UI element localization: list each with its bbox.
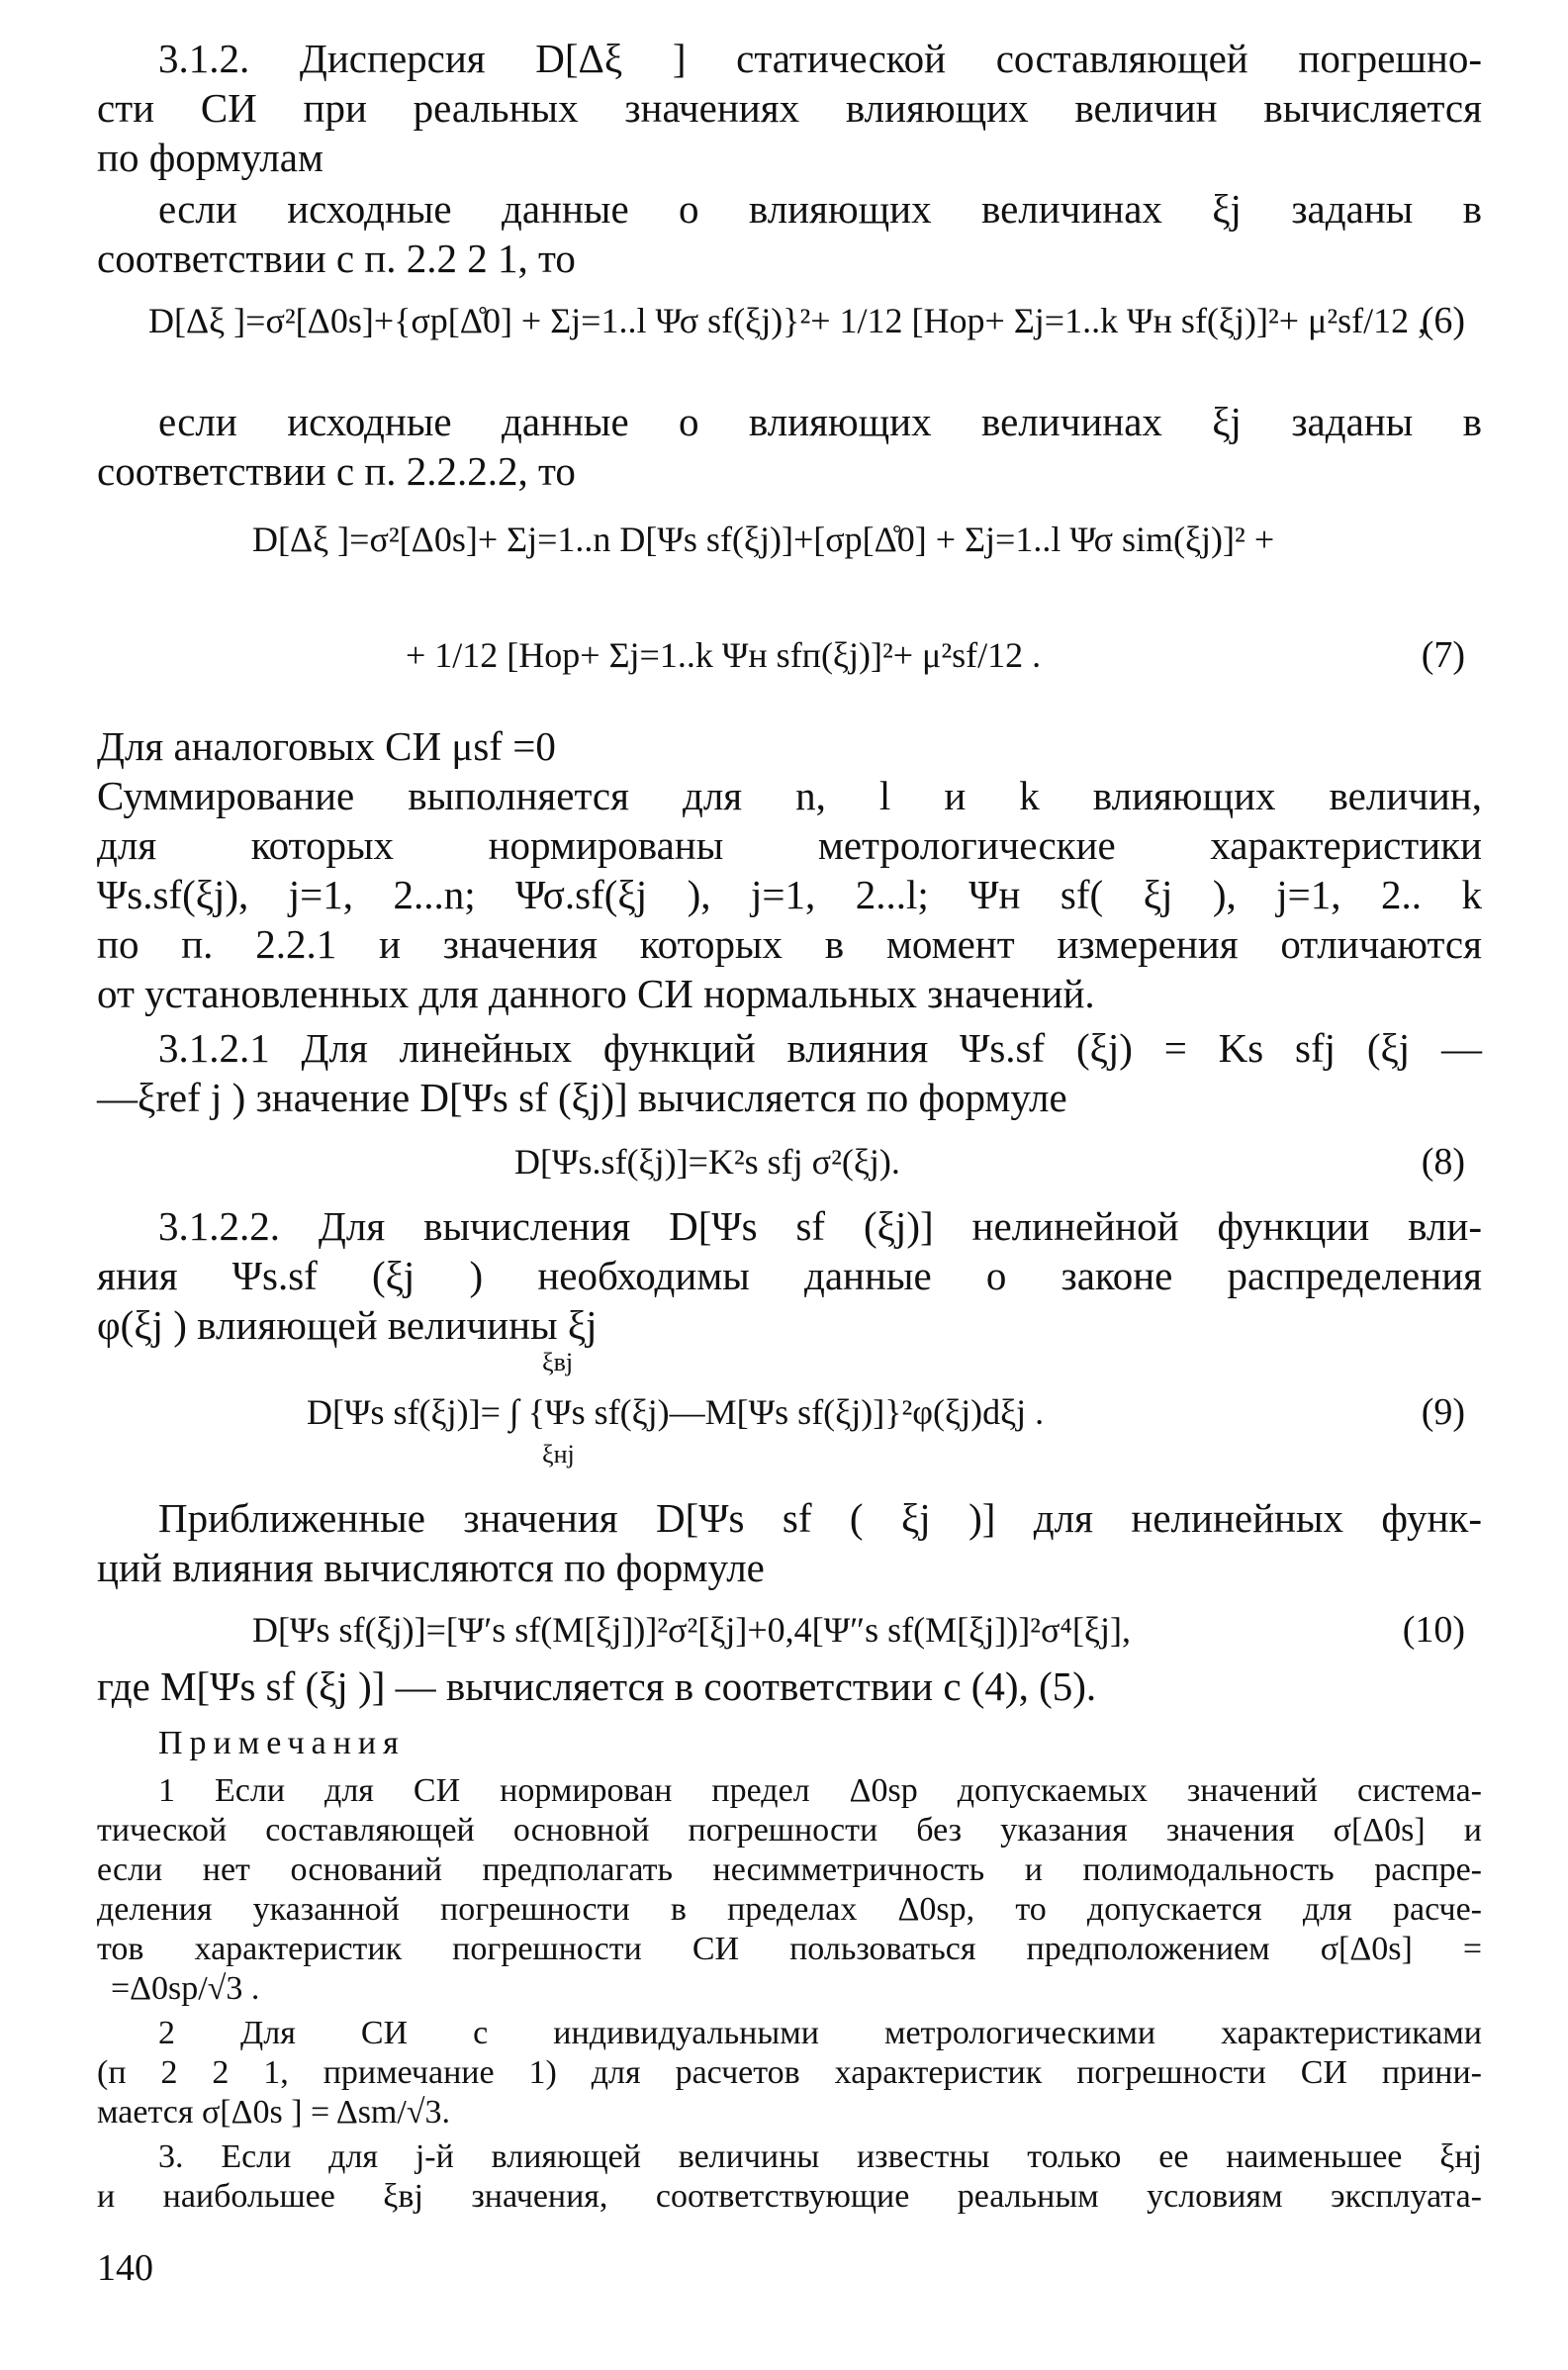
note1-line5: тов характеристик погрешности СИ пользоваться предположением σ[Δ0s] = xyxy=(97,1931,1482,1967)
para4-line1: 3.1.2.1 Для линейных функций влияния Ψs.sf (ξj) = Ks sfj (ξj — xyxy=(158,1025,1482,1071)
page-number: 140 xyxy=(97,2247,153,2289)
note1-line3: если нет оснований предполагать несимметричность и полимодальность распре- xyxy=(97,1851,1482,1888)
para2-line2: соответствии с п. 2.2.2.2, то xyxy=(97,448,576,494)
para1-line3: по формулам xyxy=(97,135,323,180)
equation-7-number: (7) xyxy=(1421,634,1465,676)
para6-line2: ций влияния вычисляются по формуле xyxy=(97,1545,765,1590)
equation-7-line1: D[Δξ ]=σ²[Δ0s]+ Σj=1..n D[Ψs sf(ξj)]+[σp[Δ̊0] + Σj=1..l Ψσ sim(ξj)]² + xyxy=(252,520,1275,559)
equation-9: D[Ψs sf(ξj)]= ∫ {Ψs sf(ξj)—M[Ψs sf(ξj)]}²φ(ξj)dξj . xyxy=(307,1392,1045,1432)
equation-9-upper-limit: ξвj xyxy=(542,1348,574,1376)
equation-10-number: (10) xyxy=(1402,1609,1465,1651)
para1-line2: сти СИ при реальных значениях влияющих величин вычисляется xyxy=(97,85,1482,131)
note3-line2: и наибольшее ξвj значения, соответствующие реальным условиям эксплуата- xyxy=(97,2178,1482,2215)
equation-10: D[Ψs sf(ξj)]=[Ψ′s sf(M[ξj])]²σ²[ξj]+0,4[Ψ″s sf(M[ξj])]²σ⁴[ξj], xyxy=(252,1610,1131,1650)
para6-line1: Приближенные значения D[Ψs sf ( ξj )] для нелинейных функ- xyxy=(158,1495,1482,1541)
equation-6-number: (6) xyxy=(1421,300,1465,341)
para3-line5: по п. 2.2.1 и значения которых в момент измерения отличаются xyxy=(97,921,1482,967)
equation-7-line2: + 1/12 [Hop+ Σj=1..k Ψн sfп(ξj)]²+ μ²sf/12 . xyxy=(406,635,1042,675)
notes-heading: Примечания xyxy=(158,1725,406,1761)
para3-line4: Ψs.sf(ξj), j=1, 2...n; Ψσ.sf(ξj ), j=1, 2...l; Ψн sf( ξj ), j=1, 2.. k xyxy=(97,872,1482,917)
note1-line2: тической составляющей основной погрешности без указания значения σ[Δ0s] и xyxy=(97,1812,1482,1849)
para5-line1: 3.1.2.2. Для вычисления D[Ψs sf (ξj)] нелинейной функции вли- xyxy=(158,1203,1482,1249)
para2-line1: если исходные данные о влияющих величинах ξj заданы в xyxy=(158,399,1482,444)
para1-line5: соответствии с п. 2.2 2 1, то xyxy=(97,236,576,281)
para1-line4: если исходные данные о влияющих величинах ξj заданы в xyxy=(158,186,1482,232)
note2-line3: мается σ[Δ0s ] = Δsm/√3. xyxy=(97,2094,450,2131)
para7-line1: где M[Ψs sf (ξj )] — вычисляется в соответствии с (4), (5). xyxy=(97,1663,1097,1709)
para3-line2: Суммирование выполняется для n, l и k влияющих величин, xyxy=(97,773,1482,818)
equation-9-lower-limit: ξнj xyxy=(542,1440,575,1469)
equation-8: D[Ψs.sf(ξj)]=K²s sfj σ²(ξj). xyxy=(514,1142,900,1182)
note1-line4: деления указанной погрешности в пределах Δ0sp, то допускается для расче- xyxy=(97,1891,1482,1928)
note2-line1: 2 Для СИ с индивидуальными метрологическими характеристиками xyxy=(158,2015,1482,2051)
note3-line1: 3. Если для j-й влияющей величины известны только ее наименьшее ξнj xyxy=(158,2138,1482,2175)
equation-6: D[Δξ ]=σ²[Δ0s]+{σp[Δ̊0] + Σj=1..l Ψσ sf(ξj)}²+ 1/12 [Hop+ Σj=1..k Ψн sf(ξj)]²+ μ²sf/12 , xyxy=(148,301,1428,340)
para5-line2: яния Ψs.sf (ξj ) необходимы данные о законе распределения xyxy=(97,1253,1482,1298)
para3-line3: для которых нормированы метрологические характеристики xyxy=(97,822,1482,868)
para5-line3: φ(ξj ) влияющей величины ξj xyxy=(97,1302,598,1348)
note1-line6: =Δ0sp/√3 . xyxy=(111,1970,260,2007)
para4-line2: —ξref j ) значение D[Ψs sf (ξj)] вычисляется по формуле xyxy=(97,1075,1067,1120)
note2-line2: (п 2 2 1, примечание 1) для расчетов характеристик погрешности СИ прини- xyxy=(97,2054,1482,2091)
para3-line6: от установленных для данного СИ нормальных значений. xyxy=(97,971,1095,1016)
equation-9-number: (9) xyxy=(1421,1391,1465,1433)
equation-8-number: (8) xyxy=(1421,1141,1465,1183)
note1-line1: 1 Если для СИ нормирован предел Δ0sp допускаемых значений система- xyxy=(158,1772,1482,1809)
para1-line1: 3.1.2. Дисперсия D[Δξ ] статической составляющей погрешно- xyxy=(158,36,1482,81)
para3-line1: Для аналоговых СИ μsf =0 xyxy=(97,723,556,769)
